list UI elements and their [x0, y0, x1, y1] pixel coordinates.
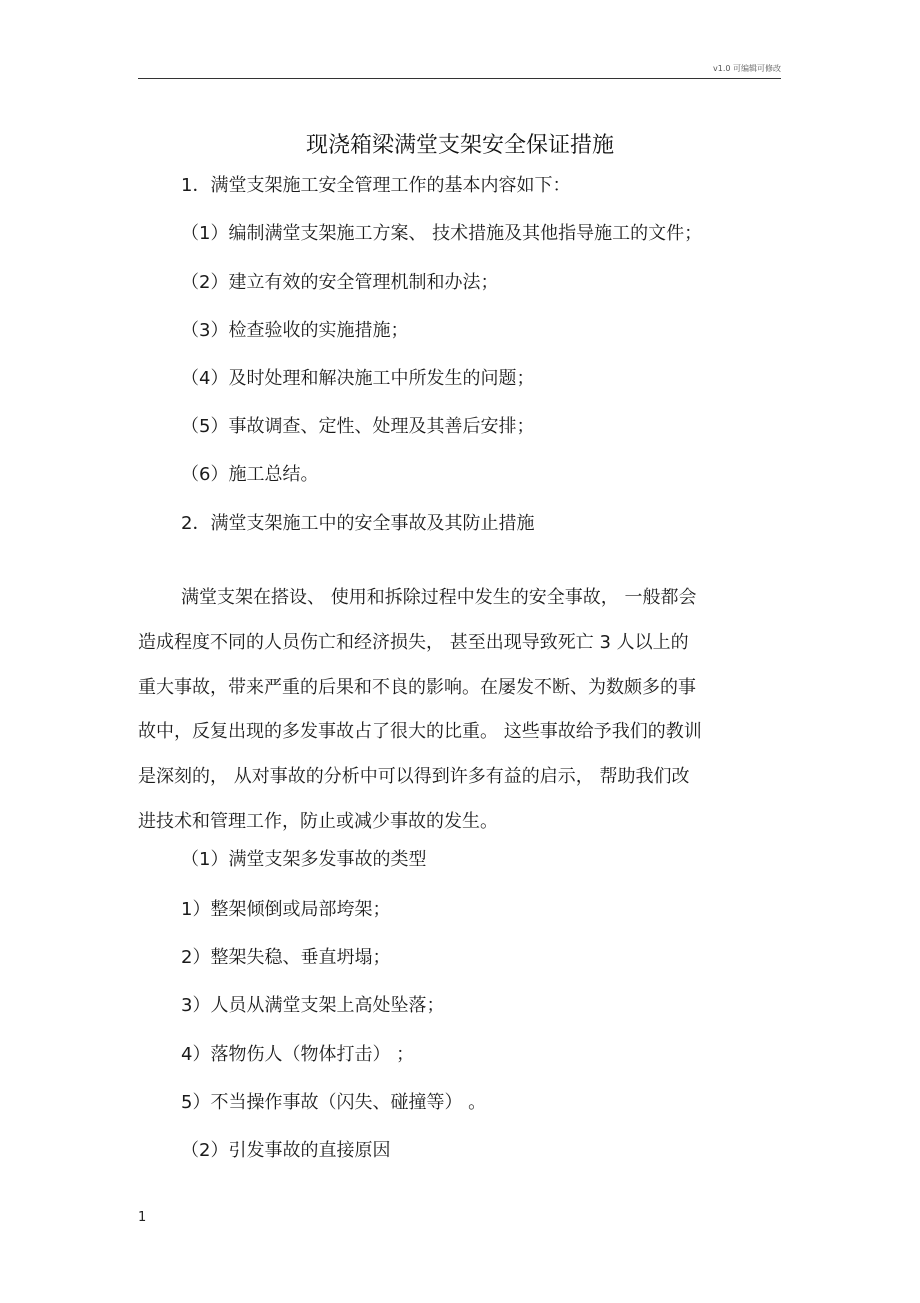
- page-title: 现浇箱梁满堂支架安全保证措施: [305, 133, 614, 158]
- subsection1-item: 1）整架倾倒或局部垮架；: [181, 899, 391, 920]
- section2-heading: 2．满堂支架施工中的安全事故及其防止措施: [181, 513, 535, 534]
- section1-item: （6）施工总结。: [181, 464, 319, 485]
- subsection1-item: 5）不当操作事故（闪失、碰撞等） 。: [181, 1092, 487, 1113]
- section1-heading: 1．满堂支架施工安全管理工作的基本内容如下：: [181, 175, 571, 196]
- paragraph-line: 重大事故，带来严重的后果和不良的影响。在屡发不断、为数颇多的事: [138, 676, 696, 698]
- paragraph-line: 故中，反复出现的多发事故占了很大的比重。 这些事故给予我们的教训: [138, 721, 702, 743]
- paragraph-line: 进技术和管理工作，防止或减少事故的发生。: [138, 810, 498, 832]
- subsection1-item: 3）人员从满堂支架上高处坠落；: [181, 995, 445, 1016]
- paragraph-line: 造成程度不同的人员伤亡和经济损失， 甚至出现导致死亡 3 人以上的: [138, 631, 689, 653]
- section1-item: （1）编制满堂支架施工方案、 技术措施及其他指导施工的文件；: [181, 223, 703, 244]
- subsection1-heading: （1）满堂支架多发事故的类型: [181, 849, 427, 870]
- subsection1-item: 4）落物伤人（物体打击） ；: [181, 1044, 415, 1065]
- paragraph-line: 满堂支架在搭设、 使用和拆除过程中发生的安全事故， 一般都会: [181, 587, 697, 608]
- section1-item: （5）事故调查、定性、处理及其善后安排；: [181, 416, 535, 437]
- header-divider: [138, 78, 781, 79]
- paragraph-line: 是深刻的， 从对事故的分析中可以得到许多有益的启示， 帮助我们改: [138, 766, 690, 788]
- subsection2-heading: （2）引发事故的直接原因: [181, 1140, 391, 1161]
- section1-item: （4）及时处理和解决施工中所发生的问题；: [181, 368, 535, 389]
- subsection1-item: 2）整架失稳、垂直坍塌；: [181, 947, 391, 968]
- section1-item: （2）建立有效的安全管理机制和办法；: [181, 272, 499, 293]
- section1-item: （3）检查验收的实施措施；: [181, 320, 409, 341]
- header-version-note: v1.0 可编辑可修改: [713, 64, 781, 73]
- page-number: 1: [138, 1210, 147, 1225]
- section2-paragraph: [138, 576, 788, 845]
